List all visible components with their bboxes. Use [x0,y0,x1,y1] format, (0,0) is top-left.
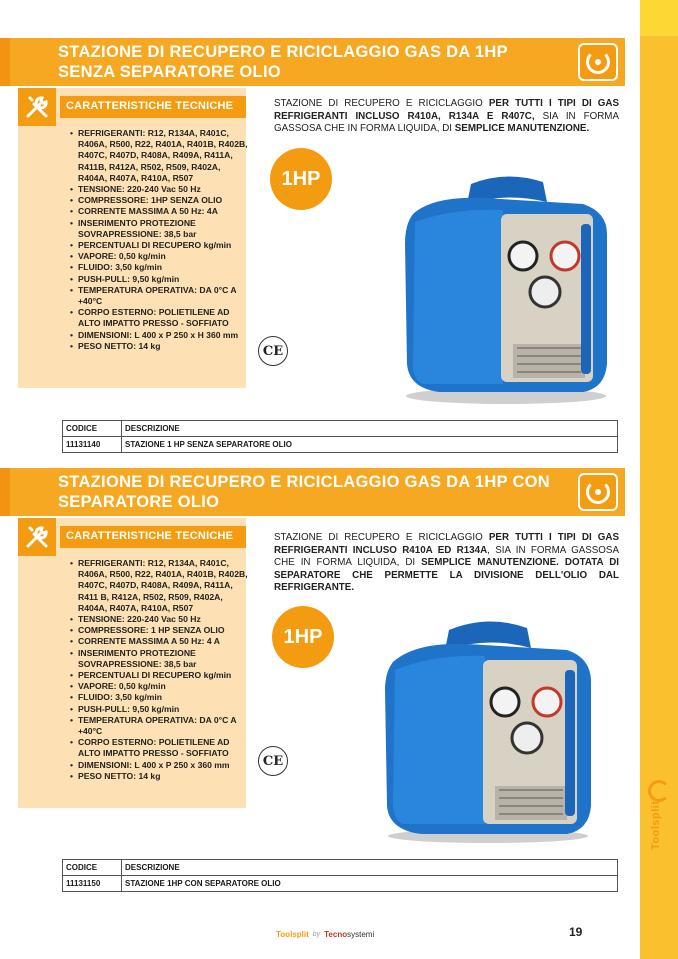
spec-item: • PESO NETTO: 14 kg [70,771,248,782]
product-description [274,532,619,595]
spec-item: • PERCENTUALI DI RECUPERO kg/min [70,670,248,681]
spec-item: • PUSH-PULL: 9,50 kg/min [70,274,248,285]
section-title-band [0,468,625,516]
spec-header: CARATTERISTICHE TECNICHE [60,526,246,548]
tools-icon [18,518,56,556]
code-table [62,859,618,892]
page-number: 19 [569,925,583,939]
spec-item: • COMPRESSORE: 1 HP SENZA OLIO [70,625,248,636]
spec-item: • TENSIONE: 220-240 Vac 50 Hz [70,184,248,195]
section-title: STAZIONE DI RECUPERO E RICICLAGGIO GAS DA 1HP CON SEPARATORE OLIO [58,473,551,511]
table-cell-code: 11131150 [63,876,122,892]
spec-item: • VAPORE: 0,50 kg/min [70,251,248,262]
side-brand-logo: Toolsplit [642,780,676,850]
table-header-row [63,860,618,876]
hp-badge: 1HP [272,606,334,668]
spec-item: • TEMPERATURA OPERATIVA: DA 0°C A +40°C [70,715,248,737]
table-header-row [63,421,618,437]
spec-item: • FLUIDO: 3,50 kg/min [70,692,248,703]
table-cell-description: STAZIONE 1HP CON SEPARATORE OLIO [122,876,618,892]
spec-item: • PERCENTUALI DI RECUPERO kg/min [70,240,248,251]
footer-logos [276,928,416,940]
description-fragment: SEMPLICE MANUTENZIONE. DOTATA DI SEPARATORE CHE PERMETTE LA DIVISIONE DELL'OLIO DAL REFRIGERANTE. [274,557,619,593]
spec-item: • CORPO ESTERNO: POLIETILENE AD ALTO IMPATTO PRESSO - SOFFIATO [70,737,248,759]
description-fragment: SEMPLICE MANUTENZIONE. [454,123,590,134]
spec-item: • CORPO ESTERNO: POLIETILENE AD ALTO IMPATTO PRESSO - SOFFIATO [70,307,248,329]
table-header-cell: DESCRIZIONE [122,421,618,437]
spec-item: • CORRENTE MASSIMA A 50 Hz: 4 A [70,636,248,647]
ce-mark: CE [258,336,288,366]
spec-item: • INSERIMENTO PROTEZIONE SOVRAPRESSIONE: 38,5 bar [70,218,248,240]
product-section-1 [0,38,640,458]
spec-item: • REFRIGERANTI: R12, R134A, R401C, R406A, R500, R22, R401A, R401B, R402B, R407C, R407D, R408A, R409A, R411A, R411 B, R412A, R502, R509, R402A, R404A, R407A, R410A, R507 [70,558,248,614]
spec-item: • PESO NETTO: 14 kg [70,341,248,352]
spec-item: • TENSIONE: 220-240 Vac 50 Hz [70,614,248,625]
description-fragment: , SIA IN FORMA GASSOSA CHE IN FORMA LIQUIDA, DI [274,544,619,568]
spec-item: • COMPRESSORE: 1HP SENZA OLIO [70,195,248,206]
recovery-unit-image [393,174,619,404]
tools-icon [18,88,56,126]
toolsplit-logo-icon [578,43,618,81]
spec-item: • DIMENSIONI: L 400 x P 250 x H 360 mm [70,330,248,341]
description-fragment: PER TUTTI I TIPI DI GAS REFRIGERANTI INCLUSO R410A, R134A E R407C, [274,98,619,122]
hp-badge: 1HP [270,148,332,210]
section-title-band [0,38,625,86]
spec-item: • INSERIMENTO PROTEZIONE SOVRAPRESSIONE: 38,5 bar [70,648,248,670]
table-row [63,876,618,892]
spec-item: • TEMPERATURA OPERATIVA: DA 0°C A +40°C [70,285,248,307]
table-cell-description: STAZIONE 1 HP SENZA SEPARATORE OLIO [122,437,618,453]
footer-brand-toolsplit: Toolsplit [276,929,309,939]
table-header-cell: DESCRIZIONE [122,860,618,876]
spec-list [70,558,248,782]
ce-mark: CE [258,746,288,776]
spec-item: • PUSH-PULL: 9,50 kg/min [70,704,248,715]
spec-header: CARATTERISTICHE TECNICHE [60,96,246,118]
product-description [274,98,619,136]
spec-box [18,518,246,808]
section-title: STAZIONE DI RECUPERO E RICICLAGGIO GAS DA 1HP SENZA SEPARATORE OLIO [58,43,508,81]
description-fragment: STAZIONE DI RECUPERO E RICICLAGGIO [274,98,489,109]
spec-list [70,128,248,352]
description-fragment: PER TUTTI I TIPI DI GAS REFRIGERANTI INCLUSO R410A ED R134A [274,532,619,556]
toolsplit-logo-icon [578,473,618,511]
spec-item: • REFRIGERANTI: R12, R134A, R401C, R406A, R500, R22, R401A, R401B, R402B, R407C, R407D, R408A, R409A, R411A, R411B, R412A, R502, R509, R402A, R404A, R407A, R410A, R507 [70,128,248,184]
table-header-cell: CODICE [63,860,122,876]
spec-item: • DIMENSIONI: L 400 x P 250 x 360 mm [70,760,248,771]
spec-item: • FLUIDO: 3,50 kg/min [70,262,248,273]
description-fragment: STAZIONE DI RECUPERO E RICICLAGGIO [274,532,489,543]
table-header-cell: CODICE [63,421,122,437]
table-cell-code: 11131140 [63,437,122,453]
product-section-2 [0,468,640,893]
description-fragment: SIA IN FORMA GASSOSA CHE IN FORMA LIQUIDA, DI [274,110,619,134]
footer-brand-tecnosystemi: Tecnosystemi [324,929,375,939]
spec-item: • CORRENTE MASSIMA A 50 Hz: 4A [70,206,248,217]
spec-box [18,88,246,388]
code-table [62,420,618,453]
footer-separator: by [312,930,321,938]
table-row [63,437,618,453]
recovery-unit-image [375,618,601,843]
spec-item: • VAPORE: 0,50 kg/min [70,681,248,692]
